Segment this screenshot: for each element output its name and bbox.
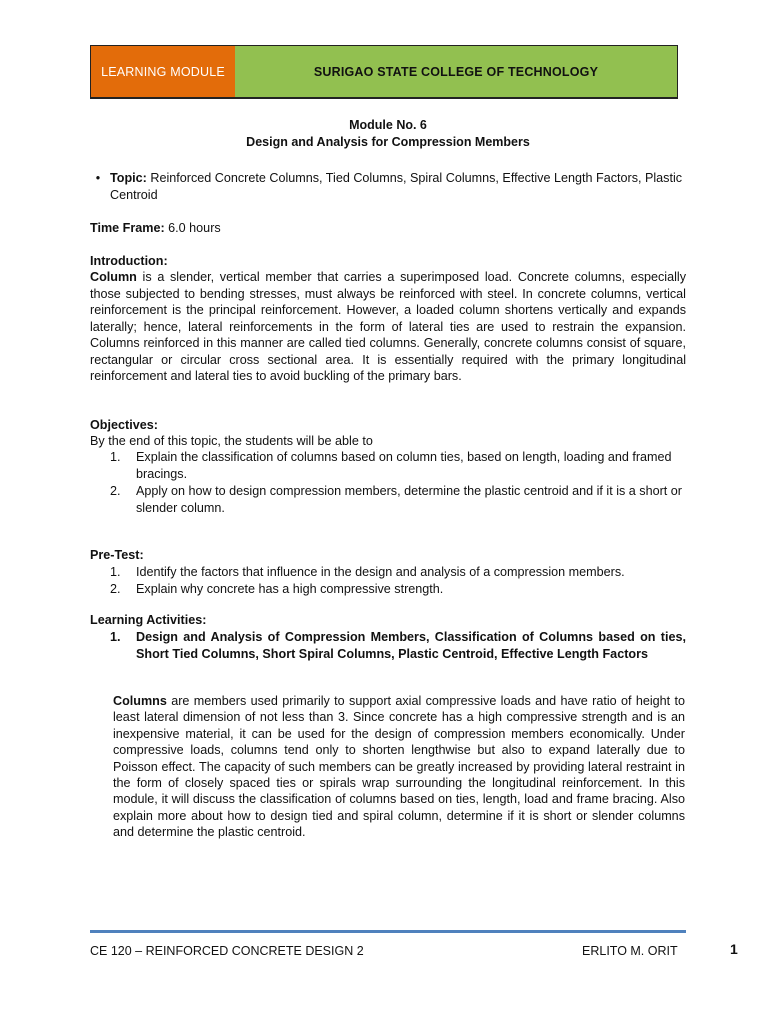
footer-divider: [90, 930, 686, 933]
list-item-text: Explain why concrete has a high compressive strength.: [136, 581, 444, 596]
list-item-text: Explain the classification of columns based on column ties, based on length, loading and framed bracings.: [136, 450, 672, 481]
list-item-number: 1.: [110, 630, 121, 644]
topic-text: [110, 170, 686, 204]
list-item-text: Apply on how to design compression members, determine the plastic centroid and if it is a short or slender column.: [136, 484, 682, 515]
pretest-list: [110, 564, 686, 597]
list-item: [110, 449, 686, 482]
list-item-number: 2.: [110, 484, 121, 498]
module-title: Design and Analysis for Compression Members: [246, 135, 530, 149]
topic-bullet: [86, 170, 686, 204]
topic-value: Reinforced Concrete Columns, Tied Columns, Spiral Columns, Effective Length Factors, Plastic Centroid: [110, 171, 683, 202]
time-frame: [90, 220, 686, 237]
time-frame-label: Time Frame:: [90, 221, 165, 235]
learning-module-label: LEARNING MODULE: [91, 46, 235, 97]
time-frame-value: 6.0 hours: [164, 221, 221, 235]
introduction-text: is a slender, vertical member that carries a superimposed load. Concrete columns, especially those subjected to bending stresses, must always be reinforced with steel. In concrete columns, vertical reinforcement is the principal reinforcement. However, a loaded column shortens vertically and expands laterally; hence, lateral reinforcements in the form of lateral ties are used to restrain the expansion. Columns reinforced in this manner are called tied columns. Generally, concrete columns consist of square, rectangular or circular cross sectional area. It is essentially required with the primary longitudinal reinforcement and lateral ties to avoid buckling of the primary bars.: [90, 270, 686, 383]
list-item-text: Identify the factors that influence in the design and analysis of a compression members.: [136, 565, 625, 579]
list-item: [110, 483, 686, 516]
list-item-number: 2.: [110, 581, 121, 596]
college-name-label: SURIGAO STATE COLLEGE OF TECHNOLOGY: [235, 46, 677, 97]
introduction-paragraph: [90, 269, 686, 385]
introduction-term: Column: [90, 270, 137, 284]
introduction-heading-text: Introduction:: [90, 254, 168, 268]
pretest-heading-text: Pre-Test:: [90, 548, 144, 562]
objectives-heading-text: Objectives:: [90, 418, 158, 432]
module-number: Module No. 6: [349, 118, 427, 132]
columns-text: are members used primarily to support axial compressive loads and have ratio of height to least lateral dimension of not less than 3. Since concrete has a high compressive strength and is an inexpensive material, it can be used for the design of compression members economically. Under compressive loads, columns tend only to shorten lengthwise but also to expand laterally due to Poisson effect. The capacity of such members can be greatly increased by providing lateral restraint in the form of closely spaced ties or spirals wrap surrounding the longitudinal reinforcement. In this module, it will discuss the classification of columns based on ties, length, load and frame bracing. Also explain more about how to design tied and spiral column, determine if it is short or slender columns and determine the plastic centroid.: [113, 694, 685, 840]
module-header-banner: [90, 45, 678, 99]
list-item: [110, 581, 686, 598]
columns-term: Columns: [113, 694, 167, 708]
columns-paragraph: [113, 693, 685, 841]
list-item: [110, 629, 686, 662]
introduction-heading: [90, 253, 686, 270]
list-item-text: Design and Analysis of Compression Members, Classification of Columns based on ties, Short Tied Columns, Short Spiral Columns, Plastic Centroid, Effective Length Factors: [136, 630, 686, 661]
objectives-list: [110, 449, 686, 516]
learning-activities-heading: [90, 612, 686, 629]
footer-course: CE 120 – REINFORCED CONCRETE DESIGN 2: [90, 944, 364, 958]
pretest-heading: [90, 547, 686, 564]
objectives-heading: [90, 417, 686, 434]
list-item-number: 1.: [110, 450, 121, 464]
page-number: 1: [730, 941, 738, 957]
footer-author: ERLITO M. ORIT: [582, 944, 678, 958]
list-item: [110, 564, 686, 581]
learning-activities-heading-text: Learning Activities:: [90, 613, 207, 627]
bullet-icon: •: [95, 171, 101, 185]
topic-label: Topic:: [110, 171, 147, 185]
list-item-number: 1.: [110, 565, 121, 579]
learning-activities-list: [110, 629, 686, 662]
objectives-lead: By the end of this topic, the students will be able to: [90, 434, 373, 448]
